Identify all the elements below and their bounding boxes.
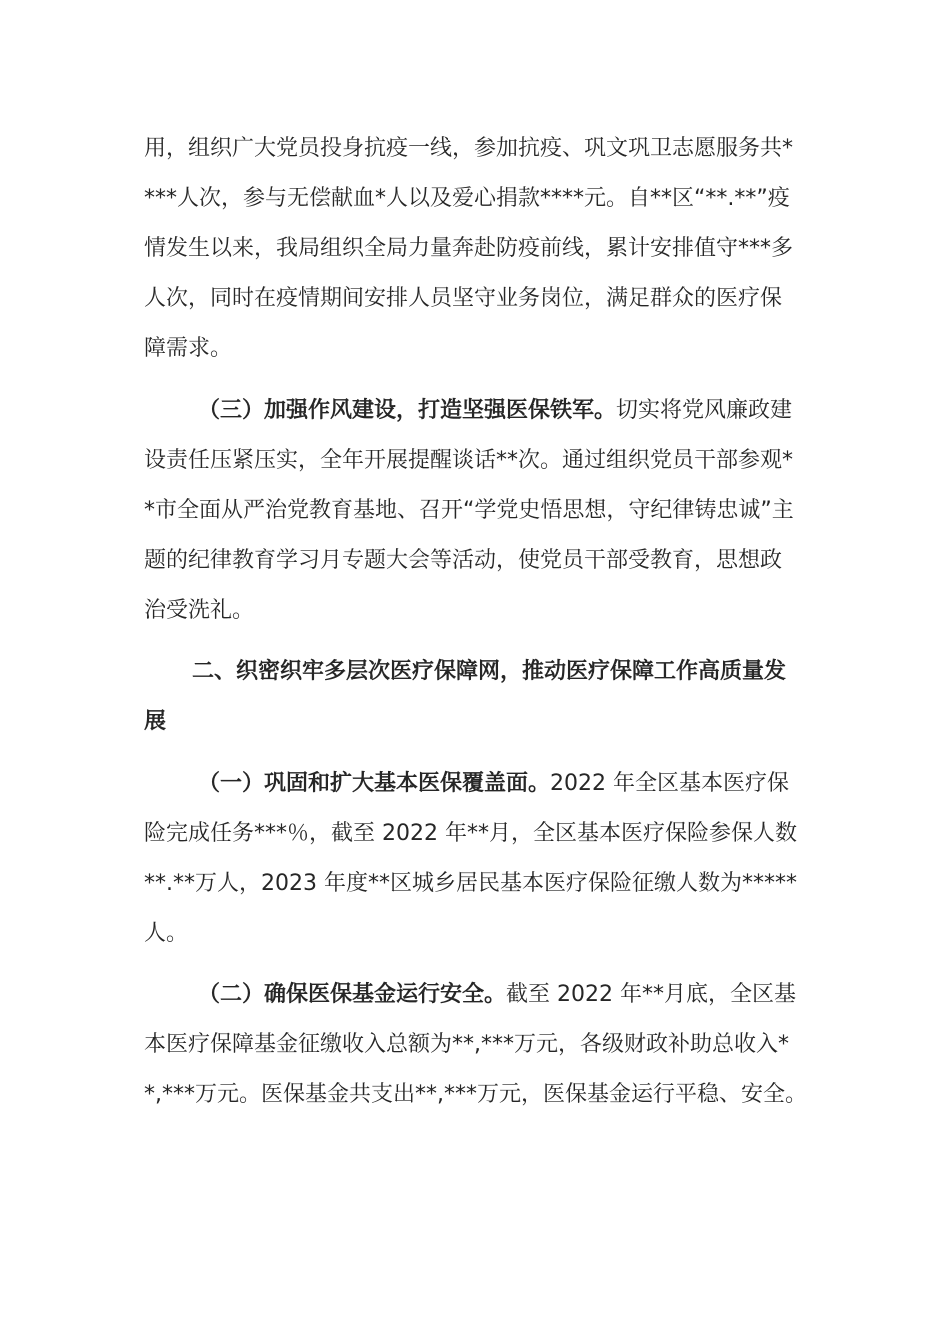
paragraph-line: 人。 <box>144 921 189 946</box>
paragraph-line: ***人次，参与无偿献血*人以及爱心捐款****元。自**区“**.**”疫 <box>144 186 790 211</box>
paragraph-line: 人次，同时在疫情期间安排人员坚守业务岗位，满足群众的医疗保 <box>144 286 783 311</box>
paragraph-first-line <box>198 980 796 1010</box>
section-title: 二、织密织牢多层次医疗保障网，推动医疗保障工作高质量发 <box>192 659 787 684</box>
paragraph-line: 本医疗保障基金征缴收入总额为**,***万元，各级财政补助总收入* <box>144 1032 789 1057</box>
paragraph-line: 险完成任务***％，截至 2022 年**月，全区基本医疗保险参保人数 <box>144 821 797 846</box>
paragraph-text: 切实将党风廉政建 <box>616 398 793 423</box>
paragraph-text: 截至 2022 年**月底，全区基 <box>506 982 796 1007</box>
subsection-heading: （三）加强作风建设，打造坚强医保铁军。 <box>198 398 617 423</box>
paragraph-line: 障需求。 <box>144 336 233 361</box>
paragraph-first-line <box>198 769 789 799</box>
section-title-continuation: 展 <box>144 709 167 734</box>
paragraph-line: 题的纪律教育学习月专题大会等活动，使党员干部受教育，思想政 <box>144 548 783 573</box>
paragraph-line: 治受洗礼。 <box>144 598 255 623</box>
paragraph-line: *市全面从严治党教育基地、召开“学党史悟思想，守纪律铸忠诚”主 <box>144 498 794 523</box>
paragraph-line: 设责任压紧压实，全年开展提醒谈话**次。通过组织党员干部参观* <box>144 448 794 473</box>
paragraph-line: 情发生以来，我局组织全局力量奔赴防疫前线，累计安排值守***多 <box>144 236 794 261</box>
paragraph-first-line <box>198 396 792 426</box>
paragraph-line: 用，组织广大党员投身抗疫一线，参加抗疫、巩文巩卫志愿服务共* <box>144 136 794 161</box>
paragraph-line: **.**万人，2023 年度**区城乡居民基本医疗保险征缴人数为***** <box>144 871 797 896</box>
paragraph-text: 2022 年全区基本医疗保 <box>550 771 789 796</box>
subsection-heading: （二）确保医保基金运行安全。 <box>198 982 507 1007</box>
subsection-heading: （一）巩固和扩大基本医保覆盖面。 <box>198 771 551 796</box>
paragraph-line: *,***万元。医保基金共支出**,***万元，医保基金运行平稳、安全。 <box>144 1082 807 1107</box>
